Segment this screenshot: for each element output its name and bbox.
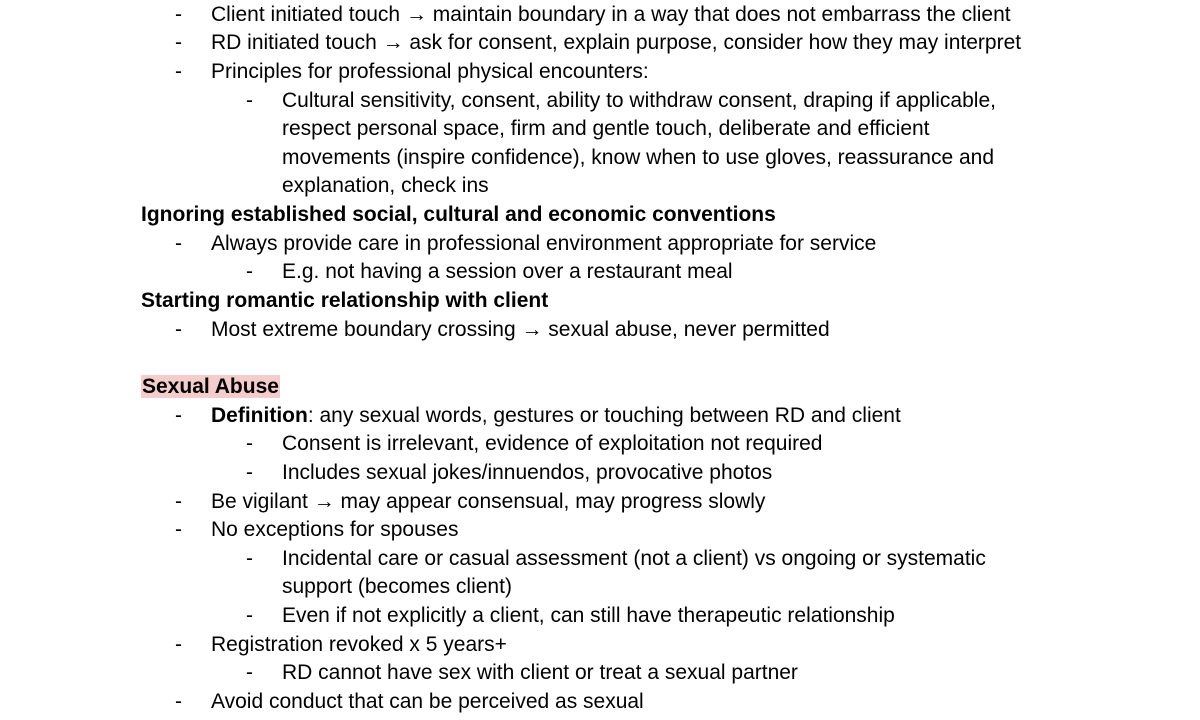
bullet-dash: - <box>175 490 182 513</box>
list-item-definition <box>211 402 901 430</box>
bullet-dash: - <box>246 461 253 484</box>
highlighted-heading-text: Sexual Abuse <box>142 375 279 398</box>
definition-text: : any sexual words, gestures or touching between RD and client <box>307 404 901 427</box>
definition-label: Definition <box>211 404 308 427</box>
bullet-dash: - <box>246 260 253 283</box>
bullet-dash: - <box>175 518 182 541</box>
list-item-be-vigilant: Be vigilant → may appear consensual, may progress slowly <box>211 490 766 513</box>
bullet-dash: - <box>175 318 182 341</box>
list-item-avoid-conduct: Avoid conduct that can be perceived as sexual <box>211 690 644 713</box>
list-item-registration-revoked: Registration revoked x 5 years+ <box>211 633 507 656</box>
bullet-dash: - <box>175 690 182 713</box>
list-item-therapeutic-relationship: Even if not explicitly a client, can still have therapeutic relationship <box>282 604 895 627</box>
bullet-dash: - <box>246 547 253 570</box>
list-item-principles-detail-cont: explanation, check ins <box>282 174 489 197</box>
bullet-dash: - <box>246 432 253 455</box>
list-item-principles-detail-cont: movements (inspire confidence), know when to use gloves, reassurance and <box>282 146 995 169</box>
list-item-includes-jokes: Includes sexual jokes/innuendos, provocative photos <box>282 461 773 484</box>
list-item-client-touch: Client initiated touch → maintain boundary in a way that does not embarrass the client <box>211 3 1011 26</box>
list-item-consent-irrelevant: Consent is irrelevant, evidence of exploitation not required <box>282 432 823 455</box>
bullet-dash: - <box>246 89 253 112</box>
list-item-principles-detail-cont: respect personal space, firm and gentle touch, deliberate and efficient <box>282 117 930 140</box>
list-item-incidental-care-cont: support (becomes client) <box>282 575 512 598</box>
list-item-principles: Principles for professional physical encounters: <box>211 60 649 83</box>
bullet-dash: - <box>175 60 182 83</box>
list-item-extreme-crossing: Most extreme boundary crossing → sexual abuse, never permitted <box>211 318 830 341</box>
bullet-dash: - <box>175 232 182 255</box>
bullet-dash: - <box>175 633 182 656</box>
list-item-professional-environment: Always provide care in professional environment appropriate for service <box>211 232 877 255</box>
list-item-principles-detail: Cultural sensitivity, consent, ability to withdraw consent, draping if applicable, <box>282 89 996 112</box>
bullet-dash: - <box>246 661 253 684</box>
list-item-rd-cannot: RD cannot have sex with client or treat a sexual partner <box>282 661 798 684</box>
section-heading-sexual-abuse <box>141 373 280 401</box>
list-item-rd-touch: RD initiated touch → ask for consent, explain purpose, consider how they may interpret <box>211 31 1022 54</box>
bullet-dash: - <box>175 404 182 427</box>
list-item-no-exceptions: No exceptions for spouses <box>211 518 459 541</box>
list-item-incidental-care: Incidental care or casual assessment (not a client) vs ongoing or systematic <box>282 547 986 570</box>
bullet-dash: - <box>175 31 182 54</box>
list-item-example-restaurant: E.g. not having a session over a restaurant meal <box>282 260 733 283</box>
bullet-dash: - <box>246 604 253 627</box>
bullet-dash: - <box>175 3 182 26</box>
section-heading-conventions: Ignoring established social, cultural and economic conventions <box>141 203 776 226</box>
section-heading-romantic: Starting romantic relationship with client <box>141 289 549 312</box>
